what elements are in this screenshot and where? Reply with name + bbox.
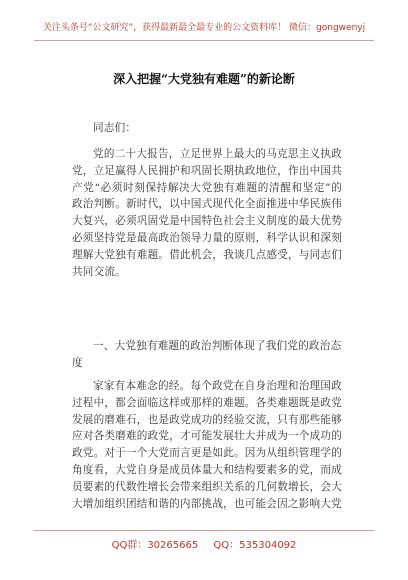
- footer-qq-group: QQ群：30265665: [111, 540, 199, 551]
- salutation: 同志们：: [93, 122, 137, 134]
- header-note: 关注头条号“公文研究”，获得最新最全最专业的公文资料库！ 微信：gongwenyj: [42, 23, 366, 33]
- document-title: 深入把握“大党独有难题”的新论断: [113, 72, 295, 86]
- footer-contact: [0, 536, 408, 551]
- paragraph-1: 党的二十大报告，立足世界上最大的马克思主义执政党，立足赢得人民拥护和巩固长期执政地位，作出中国共产党“必须时刻保持解决大党独有难题的清醒和坚定”的政治判断。新时代，以中国式现代化全面推进中华民族伟大复兴，必须巩固党是中国特色社会主义制度的最大优势必须坚持党是最高政治领导力量的原则，科学认识和深刻理解大党独有难题。借此机会，我谈几点感受，与同志们共同交流。: [72, 148, 342, 278]
- section-1-heading: 一、大党独有难题的政治判断体现了我们党的政治态度: [72, 340, 342, 369]
- header-divider: [34, 40, 374, 41]
- footer-divider: [34, 530, 374, 531]
- footer-qq: QQ：535304092: [213, 540, 297, 551]
- paragraph-2: 家家有本难念的经。每个政党在自身治理和治理国政过程中，都会面临这样或那样的难题。各类难题既是政党发展的磨难石，也是政党成功的经验交流，只有那些能够应对各类磨难的政党，才可能发展壮大并成为一个成功的政党。对于一个大党而言更是如此。因为从组织管理学的角度看，大党自身是成员体量大和结构要素多的党，而成员要素的代数性增长会带来组织关系的几何数增长，会大大增加组织团结和谐的内部挑战，也可能会因之影响大党: [72, 380, 342, 510]
